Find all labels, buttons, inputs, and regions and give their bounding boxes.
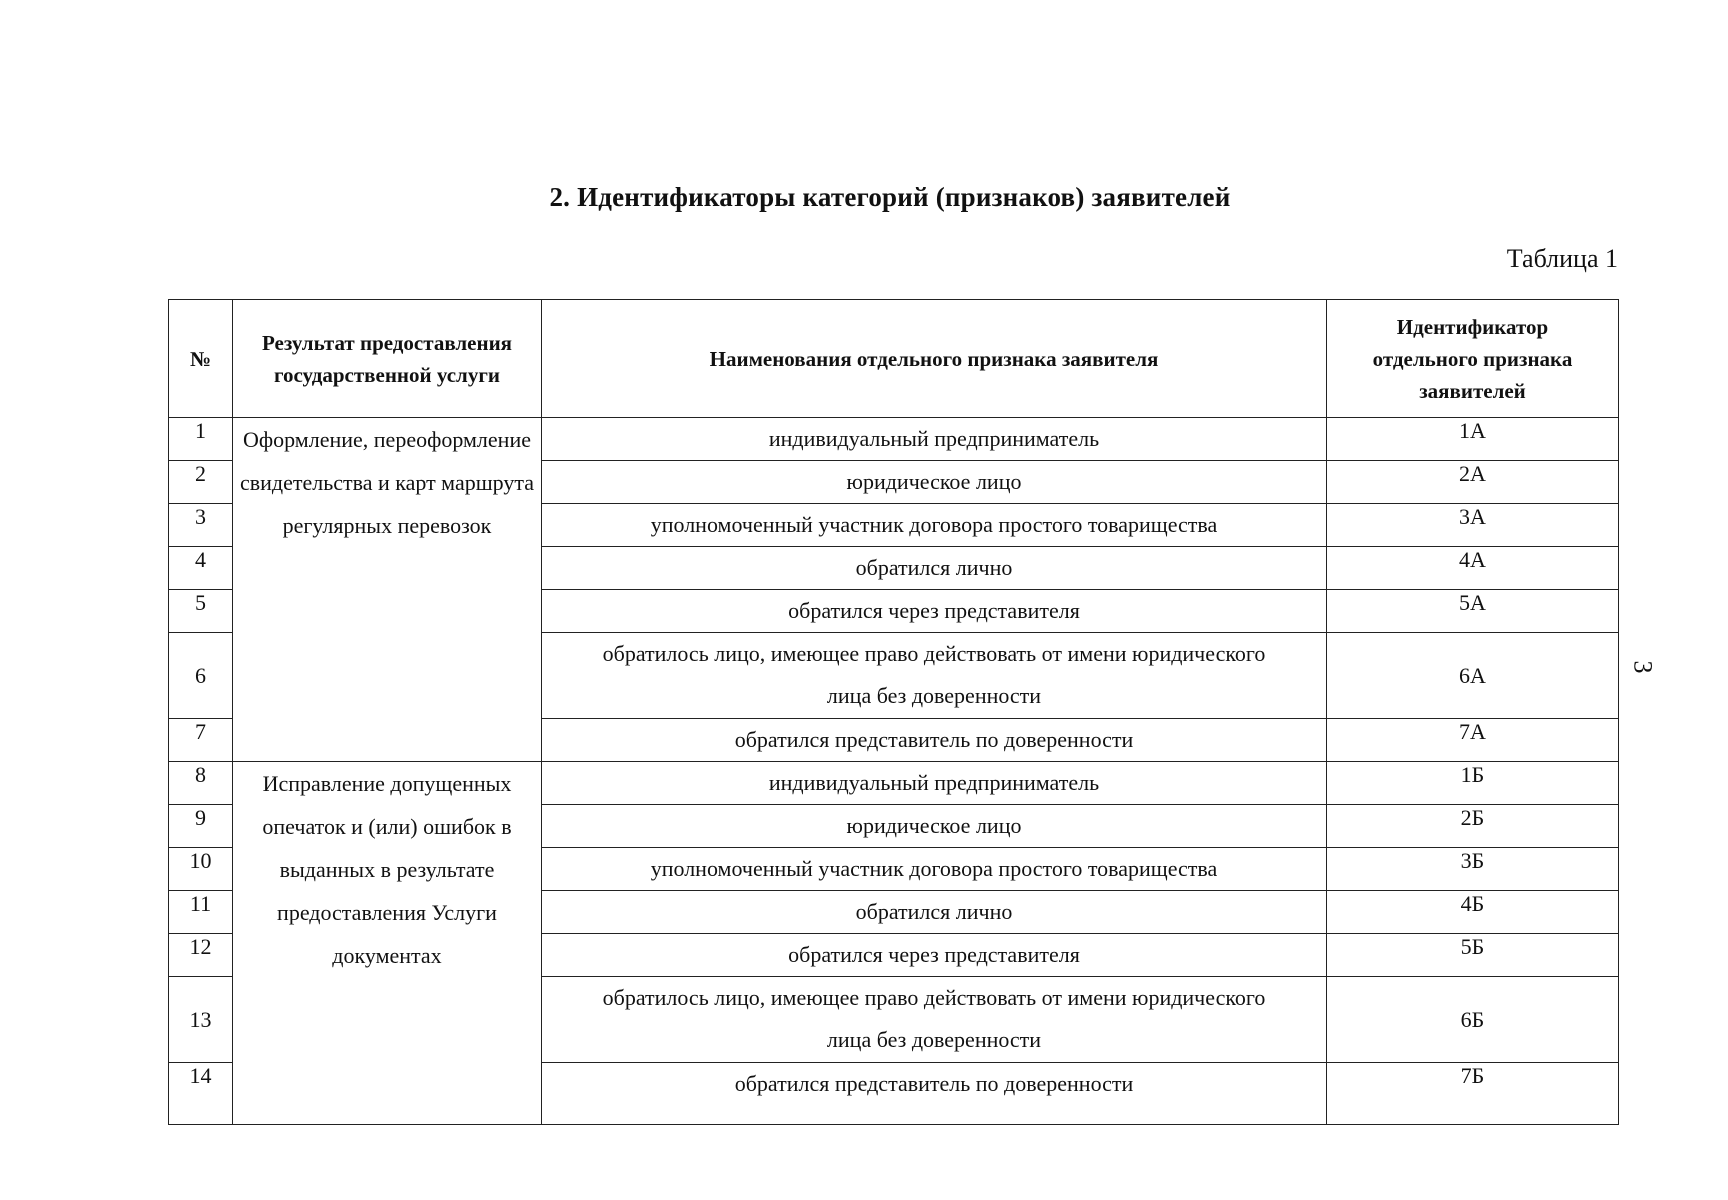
row-id: 3Б xyxy=(1327,848,1619,891)
row-id: 1Б xyxy=(1327,762,1619,805)
row-num: 2 xyxy=(169,461,233,504)
row-name: обратился представитель по доверенности xyxy=(542,1063,1327,1125)
header-id: Идентификатор отдельного признака заявителей xyxy=(1327,300,1619,418)
row-num: 6 xyxy=(169,633,233,719)
row-id: 6Б xyxy=(1327,977,1619,1063)
row-num: 3 xyxy=(169,504,233,547)
row-name: обратилось лицо, имеющее право действовать от имени юридического лица без доверенности xyxy=(542,977,1327,1063)
table-row xyxy=(169,762,1619,805)
row-id: 6А xyxy=(1327,633,1619,719)
group-result-b: Исправление допущенных опечаток и (или) ошибок в выданных в результате предоставления Услуги документах xyxy=(233,762,542,1125)
table-header-row xyxy=(169,300,1619,418)
row-id: 3А xyxy=(1327,504,1619,547)
row-id: 7Б xyxy=(1327,1063,1619,1125)
header-result: Результат предоставления государственной услуги xyxy=(233,300,542,418)
row-name: обратился представитель по доверенности xyxy=(542,719,1327,762)
row-name: обратился лично xyxy=(542,891,1327,934)
page-number: 3 xyxy=(1628,660,1658,674)
row-num: 4 xyxy=(169,547,233,590)
row-name: обратился лично xyxy=(542,547,1327,590)
row-name: обратилось лицо, имеющее право действовать от имени юридического лица без доверенности xyxy=(542,633,1327,719)
row-num: 9 xyxy=(169,805,233,848)
header-name: Наименования отдельного признака заявителя xyxy=(542,300,1327,418)
header-num: № xyxy=(169,300,233,418)
row-num: 10 xyxy=(169,848,233,891)
row-name: обратился через представителя xyxy=(542,590,1327,633)
row-id: 5А xyxy=(1327,590,1619,633)
row-num: 14 xyxy=(169,1063,233,1125)
row-num: 11 xyxy=(169,891,233,934)
row-id: 2А xyxy=(1327,461,1619,504)
row-name: юридическое лицо xyxy=(542,805,1327,848)
table-row xyxy=(169,418,1619,461)
row-num: 13 xyxy=(169,977,233,1063)
row-name: юридическое лицо xyxy=(542,461,1327,504)
row-id: 1А xyxy=(1327,418,1619,461)
row-id: 7А xyxy=(1327,719,1619,762)
row-id: 2Б xyxy=(1327,805,1619,848)
row-num: 8 xyxy=(169,762,233,805)
identifiers-table xyxy=(168,299,1619,1125)
document-title: 2. Идентификаторы категорий (признаков) заявителей xyxy=(549,182,1231,212)
row-name: индивидуальный предприниматель xyxy=(542,418,1327,461)
row-num: 5 xyxy=(169,590,233,633)
group-result-a: Оформление, переоформление свидетельства и карт маршрута регулярных перевозок xyxy=(233,418,542,762)
row-id: 4Б xyxy=(1327,891,1619,934)
row-num: 12 xyxy=(169,934,233,977)
row-name: индивидуальный предприниматель xyxy=(542,762,1327,805)
row-num: 7 xyxy=(169,719,233,762)
row-name: обратился через представителя xyxy=(542,934,1327,977)
row-id: 4А xyxy=(1327,547,1619,590)
row-name: уполномоченный участник договора простого товарищества xyxy=(542,848,1327,891)
row-num: 1 xyxy=(169,418,233,461)
row-id: 5Б xyxy=(1327,934,1619,977)
row-name: уполномоченный участник договора простого товарищества xyxy=(542,504,1327,547)
table-caption: Таблица 1 xyxy=(1506,244,1618,273)
